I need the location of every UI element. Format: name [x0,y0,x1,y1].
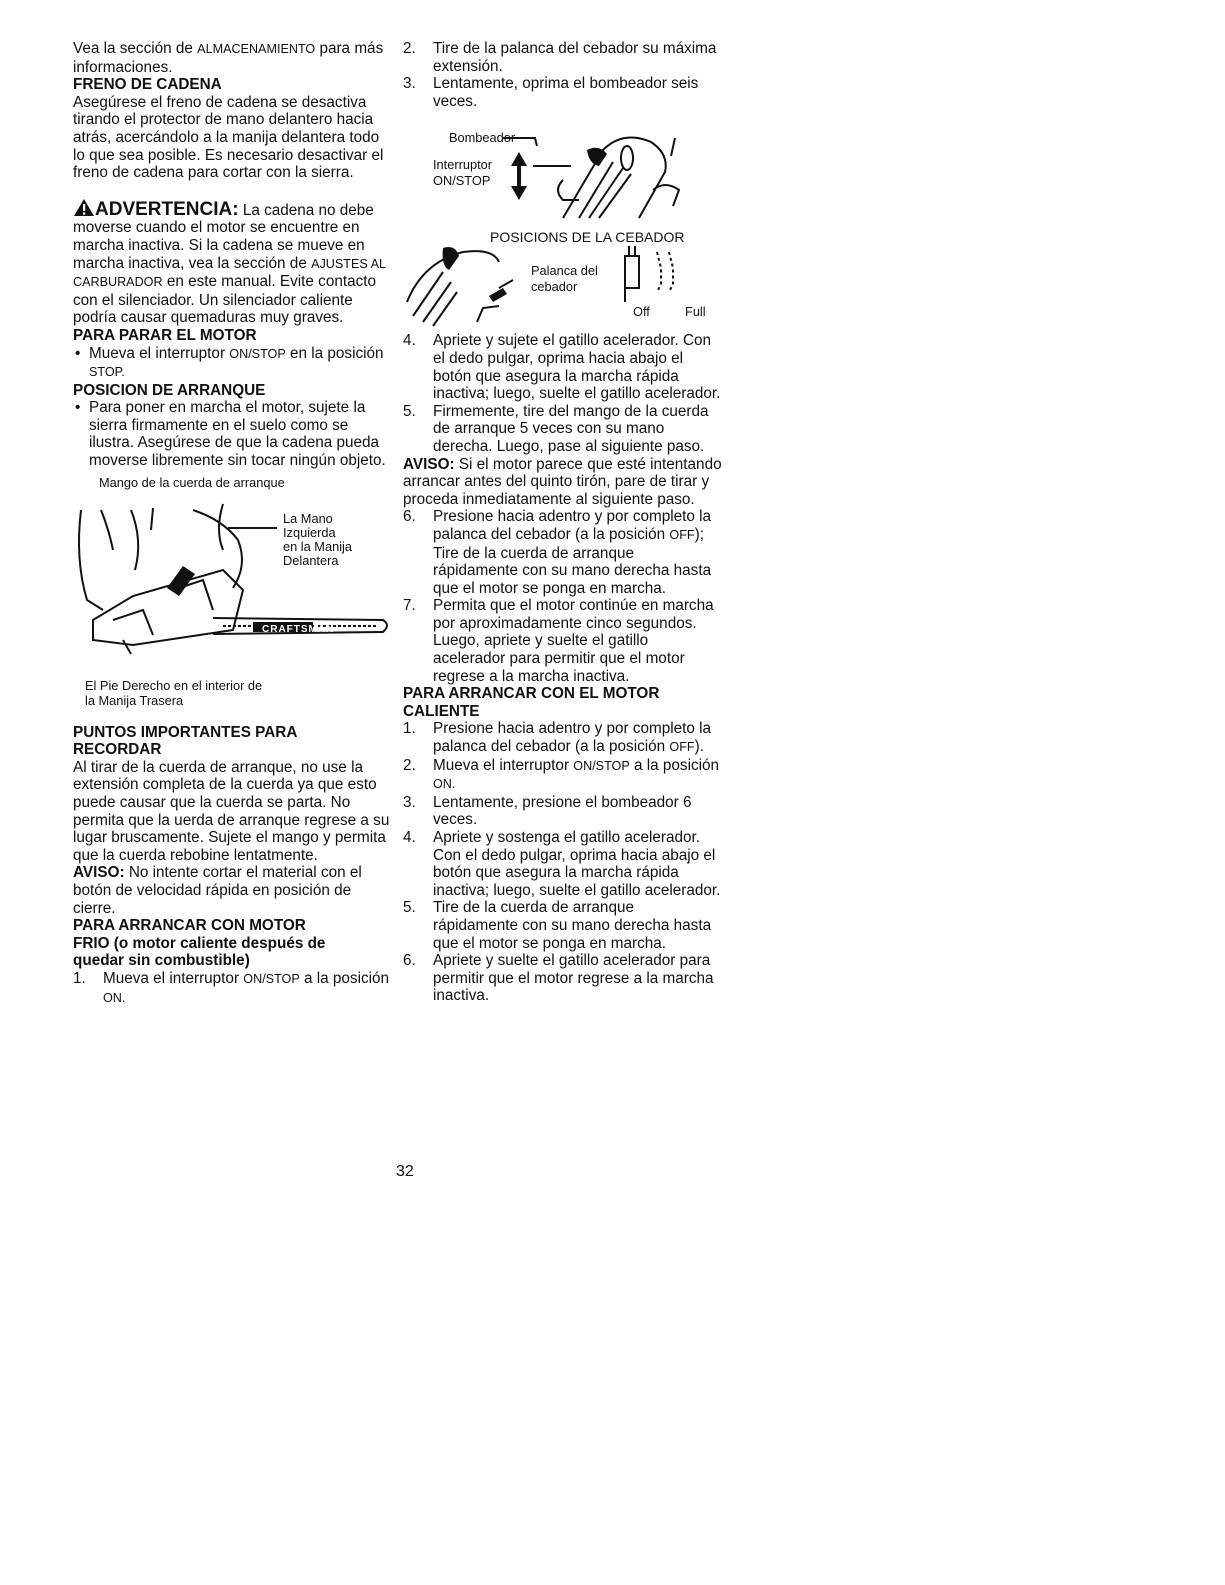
arranque-bullet: • Para poner en marcha el motor, sujete la sierra firmamente en el suelo como se ilustra. Asegúrese de que la cadena pueda moverse libremente sin tocar ningún objeto. [75,399,386,470]
section-heading-caliente: PARA ARRANCAR CON EL MOTOR CALIENTE [403,685,660,720]
frio-step-1: 1. Mueva el interruptor ON/STOP a la posición ON. [73,969,390,1005]
brand-logo: CRAFTSMAN [262,623,335,635]
section-heading-freno: FRENO DE CADENA [73,76,222,94]
figure-label-palanca: Palanca del [531,263,598,279]
parar-bullet: • Mueva el interruptor ON/STOP en la posición STOP. [75,344,384,380]
aviso-paragraph-1: AVISO: No intente cortar el material con el botón de velocidad rápida en posición de cierre. [73,864,362,917]
figure-caption: El Pie Derecho en el interior de la Manija Trasera [85,677,263,708]
caliente-step-6: 6. Apriete y suelte el gatillo acelerador para permitir que el motor regrese a la marcha inactiva. [403,952,714,1005]
section-heading-puntos: PUNTOS IMPORTANTES PARA RECORDAR [73,723,298,759]
figure-title-cebador: POSICIONS DE LA CEBADOR [490,229,685,246]
right-column [403,40,723,1005]
puntos-paragraph: Al tirar de la cuerda de arranque, no use la extensión completa de la cuerda ya que esto puede causar que la cuerda se parta. No permita que la uerda de arranque regrese a su lugar bruscamente. Sujete el mango y permita que la cuerda rebobine lentatmente. [73,758,390,864]
starting-position-figure [73,470,391,676]
warning-triangle-icon [73,202,95,219]
caliente-step-4: 4. Apriete y sostenga el gatillo acelerador. Con el dedo pulgar, oprima hacia abajo el botón que asegura la marcha rápida inactiva; luego, suelte el gatillo acelerador. [403,829,721,899]
left-column [73,40,391,1007]
section-heading-parar: PARA PARAR EL MOTOR [73,326,257,344]
step-7: 7. Permita que el motor continúe en marcha por aproximadamente cinco segundos. Luego, apriete y suelte el gatillo acelerador para permitir que el motor regrese a la marcha inactiva. [403,597,714,685]
caliente-step-5: 5. Tire de la cuerda de arranque rápidamente con su mano derecha hasta que el motor se ponga en marcha. [403,899,712,952]
figure-label-mano: La Mano Izquierda en la Manija Delantera [283,510,353,568]
warning-title: ADVERTENCIA: [95,198,239,220]
step-6: 6. Presione hacia adentro y por completo la palanca del cebador (a la posición OFF); Tire de la cuerda de arranque rápidamente con su mano derecha hasta que el motor se ponga en marcha. [403,508,712,597]
intro-text: Vea la sección de ALMACENAMIENTO para más informaciones. [73,40,384,76]
step-3: 3. Lentamente, oprima el bombeador seis veces. [403,75,699,110]
figure-label-off: Off [633,304,650,320]
step-2: 2. Tire de la palanca del cebador su máxima extensión. [403,40,717,75]
figure-label-mango: Mango de la cuerda de arranque [99,474,285,490]
primer-figure [403,110,723,222]
step-4: 4. Apriete y sujete el gatillo acelerador. Con el dedo pulgar, oprima hacia abajo el botón que asegura la marcha rápida inactiva; luego, suelte el gatillo acelerador. [403,332,721,403]
figure-label-cebador: cebador [531,279,578,295]
step-5: 5. Firmemente, tire del mango de la cuerda de arranque 5 veces con su mano derecha. Luego, pase al siguiente paso. [403,402,709,455]
caliente-step-2: 2. Mueva el interruptor ON/STOP a la posición ON. [403,756,720,792]
aviso-paragraph-2: AVISO: Si el motor parece que esté intentando arrancar antes del quinto tirón, pare de tirar y proceda inmediatamente al siguiente paso. [403,455,722,508]
figure-label-bombeador: Bombeador [449,130,516,146]
figure-label-onstop: ON/STOP [433,173,491,189]
caliente-step-1: 1. Presione hacia adentro y por completo la palanca del cebador (a la posición OFF). [403,720,712,756]
chainsaw-illustration [73,470,391,676]
choke-figure [403,222,723,332]
caliente-step-3: 3. Lentamente, presione el bombeador 6 veces. [403,793,692,829]
figure-label-interruptor: Interruptor [433,157,493,173]
warning-block: ADVERTENCIA: La cadena no debe moverse cuando el motor se encuentre en marcha inactiva. Si la cadena se mueve en marcha inactiva, vea la sección de AJUSTES AL CARBURADOR en este manual. Evite contacto con el silenciador. Un silenciador caliente podría causar quemaduras muy graves. [73,198,386,327]
figure-label-full: Full [685,304,706,320]
section-heading-arranque: POSICION DE ARRANQUE [73,381,266,399]
section-heading-frio: PARA ARRANCAR CON MOTOR FRIO (o motor caliente después de quedar sin combustible) [73,917,326,970]
page-number: 32 [396,1163,414,1180]
freno-paragraph: Asegúrese el freno de cadena se desactiva tirando el protector de mano delantero hacia atrás, acercándolo a la manija delantera todo lo que sea posible. Es necesario desactivar el freno de cadena para cortar con la sierra. [73,93,384,182]
